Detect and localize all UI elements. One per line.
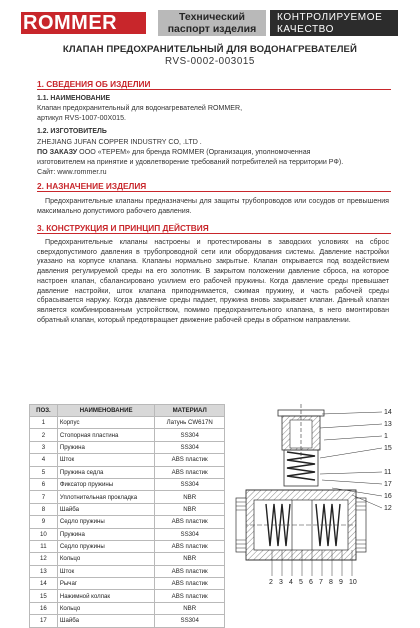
col-header-name: НАИМЕНОВАНИЕ [57,405,155,417]
page-title: КЛАПАН ПРЕДОХРАНИТЕЛЬНЫЙ ДЛЯ ВОДОНАГРЕВАТЕЛЕЙ [62,44,358,55]
valve-cap [278,404,324,460]
cell-material: SS304 [155,528,225,540]
cell-material: ABS пластик [155,454,225,466]
callout-label: 12 [384,505,392,512]
callout-label: 3 [279,579,283,586]
col-header-material: МАТЕРИАЛ [155,405,225,417]
table-header-row [30,405,225,417]
order-label: ПО ЗАКАЗУ [37,148,78,156]
section3-heading: 3. КОНСТРУКЦИЯ И ПРИНЦИП ДЕЙСТВИЯ [37,223,209,233]
doc-type-line1: Технический [178,11,246,23]
cell-pos: 11 [30,540,58,552]
cell-name: Седло пружины [57,516,155,528]
cell-material: SS304 [155,478,225,490]
order-line2: изготовителем на принятие и удовлетворение требований потребителей на территории РФ). [37,158,344,166]
quality-line2: КАЧЕСТВО [277,23,334,35]
order-line1 [37,148,389,158]
subheading-maker: 1.2. ИЗГОТОВИТЕЛЬ [37,128,107,135]
cell-name: Кольцо [57,553,155,565]
doc-type-line2: паспорт изделия [167,23,257,35]
callout-label: 1 [384,433,388,440]
section3-rule [37,233,391,234]
cell-material: ABS пластик [155,466,225,478]
cell-name: Рычаг [57,578,155,590]
order-text: ООО «ТЕРЕМ» для бренда ROMMER (Организация, уполномоченная [77,148,311,156]
cell-name: Стопорная пластина [57,429,155,441]
table-row [30,590,225,602]
cell-material: ABS пластик [155,578,225,590]
cell-material: ABS пластик [155,565,225,577]
section2-heading: 2. НАЗНАЧЕНИЕ ИЗДЕЛИЯ [37,181,147,191]
cell-material: ABS пластик [155,540,225,552]
cell-pos: 12 [30,553,58,565]
cell-pos: 16 [30,602,58,614]
cell-pos: 1 [30,417,58,429]
cell-name: Нажимной колпак [57,590,155,602]
maker-name: ZHEJIANG JUFAN COPPER INDUSTRY CO, .LTD . [37,138,202,146]
cell-pos: 17 [30,615,58,627]
cell-material: ABS пластик [155,516,225,528]
cell-material: SS304 [155,615,225,627]
cell-name: Корпус [57,417,155,429]
cell-material: NBR [155,602,225,614]
parts-table [29,404,225,628]
cell-pos: 4 [30,454,58,466]
table-row [30,565,225,577]
doc-type-badge [158,10,266,36]
table-row [30,491,225,503]
callout-label: 15 [384,445,392,452]
cell-name: Пружина [57,441,155,453]
callout-label: 8 [329,579,333,586]
brand-logo: ROMMER [21,12,146,34]
cell-material: SS304 [155,441,225,453]
cell-material: NBR [155,553,225,565]
section2-rule [37,191,391,192]
cell-name: Кольцо [57,602,155,614]
callout-label: 7 [319,579,323,586]
cell-pos: 8 [30,503,58,515]
table-row [30,466,225,478]
section1-rule [37,89,391,90]
callout-label: 9 [339,579,343,586]
article-code: RVS-0002-003015 [165,56,255,67]
cell-material: NBR [155,491,225,503]
table-row [30,417,225,429]
cell-pos: 15 [30,590,58,602]
cell-name: Шток [57,454,155,466]
valve-body [236,490,366,560]
cell-pos: 14 [30,578,58,590]
product-name-line1: Клапан предохранительный для водонагревателей ROMMER, [37,104,243,112]
cell-name: Шайба [57,615,155,627]
table-row [30,553,225,565]
callout-label: 10 [349,579,357,586]
table-row [30,615,225,627]
cell-pos: 6 [30,478,58,490]
cell-name: Уплотнительная прокладка [57,491,155,503]
cell-pos: 10 [30,528,58,540]
callout-label: 11 [384,469,392,476]
cell-name: Шайба [57,503,155,515]
cell-pos: 5 [30,466,58,478]
table-row [30,503,225,515]
cell-name: Седло пружины [57,540,155,552]
table-row [30,516,225,528]
table-row [30,441,225,453]
callout-label: 14 [384,409,392,416]
cell-pos: 2 [30,429,58,441]
cell-name: Фиксатор пружины [57,478,155,490]
cell-pos: 3 [30,441,58,453]
purpose-text: Предохранительные клапаны предназначены для защиты трубопроводов или сосудов от превышения максимально допустимого рабочего давления. [37,197,389,215]
cell-material: Латунь CW617N [155,417,225,429]
cell-name: Пружина [57,528,155,540]
cell-pos: 7 [30,491,58,503]
callout-label: 16 [384,493,392,500]
product-name-line2: артикул RVS-1007-00X015. [37,114,127,122]
table-row [30,602,225,614]
callout-label: 4 [289,579,293,586]
callout-label: 17 [384,481,392,488]
callout-label: 6 [309,579,313,586]
section1-heading: 1. СВЕДЕНИЯ ОБ ИЗДЕЛИИ [37,79,151,89]
page-header [0,0,420,40]
quality-line1: КОНТРОЛИРУЕМОЕ [277,12,383,23]
table-row [30,528,225,540]
valve-section-drawing [232,400,410,590]
quality-badge [270,10,398,36]
cell-pos: 13 [30,565,58,577]
callout-label: 2 [269,579,273,586]
table-row [30,478,225,490]
website: Сайт: www.rommer.ru [37,168,107,176]
cell-name: Шток [57,565,155,577]
table-row [30,429,225,441]
subheading-name: 1.1. НАИМЕНОВАНИЕ [37,95,111,102]
cell-name: Пружина седла [57,466,155,478]
table-row [30,540,225,552]
col-header-pos: ПОЗ. [30,405,58,417]
cell-material: SS304 [155,429,225,441]
cell-pos: 9 [30,516,58,528]
callout-label: 5 [299,579,303,586]
table-row [30,578,225,590]
cell-material: NBR [155,503,225,515]
table-row [30,454,225,466]
callout-label: 13 [384,421,392,428]
cell-material: ABS пластик [155,590,225,602]
design-text: Предохранительные клапаны настроены и протестированы в заводских условиях на сброс сверхдопустимого давления в трубопроводной сети или оборудования системы. Давление настройки указано на корпусе клапана. Клапаны нормально закрытые. Клапан открывается под воздействием давления регулируемой среды на его золотник. В закрытом положении давление сброса, на которое настроен клапан, сбалансировано усилием его рабочей пружины. Когда давление среды превышает давление настройки, шток клапана приподнимается, сжимая пружину, и часть рабочей среды сбрасывается наружу. Когда давление среды падает, пружина вновь закрывает клапан. Данный клапан является комбинированным устройством, помимо предохранительного клапана, в него вмонтирован обратный клапан, который предотвращает движение рабочей среды в обратном направлении. [37,238,389,324]
